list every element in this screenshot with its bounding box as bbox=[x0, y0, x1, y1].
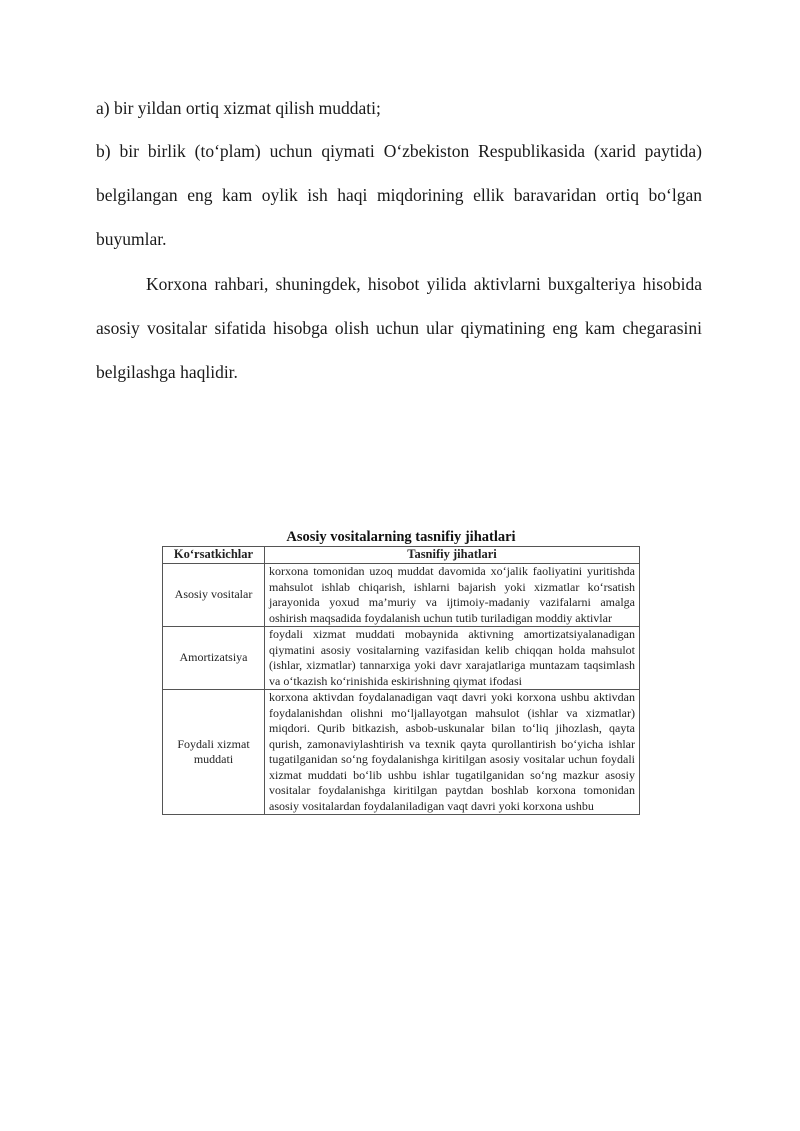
classification-table bbox=[162, 546, 640, 815]
description-cell: korxona tomonidan uzoq muddat davomida xo‘jalik faoliyatini yuritishda mahsulot ishlab chiqarish, ishlarni bajarish yoki xizmatlar ko‘rsatish jarayonida yoxud ma’muriy va ijtimoiy-madaniy vazifalarni amalga oshirish maqsadida foydalanish uchun tutib turiladigan moddiy aktivlar bbox=[265, 564, 640, 627]
description-cell: korxona aktivdan foydalanadigan vaqt davri yoki korxona ushbu aktivdan foydalanishdan olishni mo‘ljallayotgan mahsulot (ishlar va xizmatlar) miqdori. Qurib bitkazish, asbob-uskunalar bilan to‘liq jihozlash, qayta qurish, zamonaviylashtirish va texnik qayta qurollantirish bo‘yicha ishlar tugatilganidan so‘ng foydalanishga kiritilgan asosiy vositalar uchun foydali xizmat muddati bo‘lib ushbu ishlar tugatilganidan so‘ng mazkur asosiy vositalar foydalanishga kiritilgan paytdan boshlab korxona tomonidan asosiy vositalardan foydalaniladigan vaqt davri yoki korxona ushbu bbox=[265, 690, 640, 815]
paragraph-item-b: b) bir birlik (to‘plam) uchun qiymati O‘zbekiston Respublikasida (xarid paytida) belgilangan eng kam oylik ish haqi miqdorining ellik baravaridan ortiq bo‘lgan buyumlar. bbox=[96, 141, 702, 249]
indicator-cell: Asosiy vositalar bbox=[163, 564, 265, 627]
classification-table-figure bbox=[162, 528, 640, 815]
table-row bbox=[163, 564, 640, 627]
header-indicators: Ko‘rsatkichlar bbox=[163, 547, 265, 564]
paragraph-item-a: a) bir yildan ortiq xizmat qilish muddati; bbox=[96, 98, 381, 118]
table-header-row bbox=[163, 547, 640, 564]
indicator-cell: Amortizatsiya bbox=[163, 627, 265, 690]
header-classification: Tasnifiy jihatlari bbox=[265, 547, 640, 564]
indicator-cell: Foydali xizmat muddati bbox=[163, 690, 265, 815]
paragraph-manager-right: Korxona rahbari, shuningdek, hisobot yilida aktivlarni buxgalteriya hisobida asosiy vositalar sifatida hisobga olish uchun ular qiymatining eng kam chegarasini belgilashga haqlidir. bbox=[96, 274, 702, 382]
table-row bbox=[163, 627, 640, 690]
description-cell: foydali xizmat muddati mobaynida aktivning amortizatsiyalanadigan qiymatini asosiy vositalarning vazifasidan kelib chiqqan holda mahsulot (ishlar, xizmatlar) tannarxiga yoki davr xarajatlariga muntazam taqsimlash va o‘tkazish ko‘rinishida eskirishning qiymat ifodasi bbox=[265, 627, 640, 690]
table-row bbox=[163, 690, 640, 815]
table-title: Asosiy vositalarning tasnifiy jihatlari bbox=[286, 529, 516, 545]
